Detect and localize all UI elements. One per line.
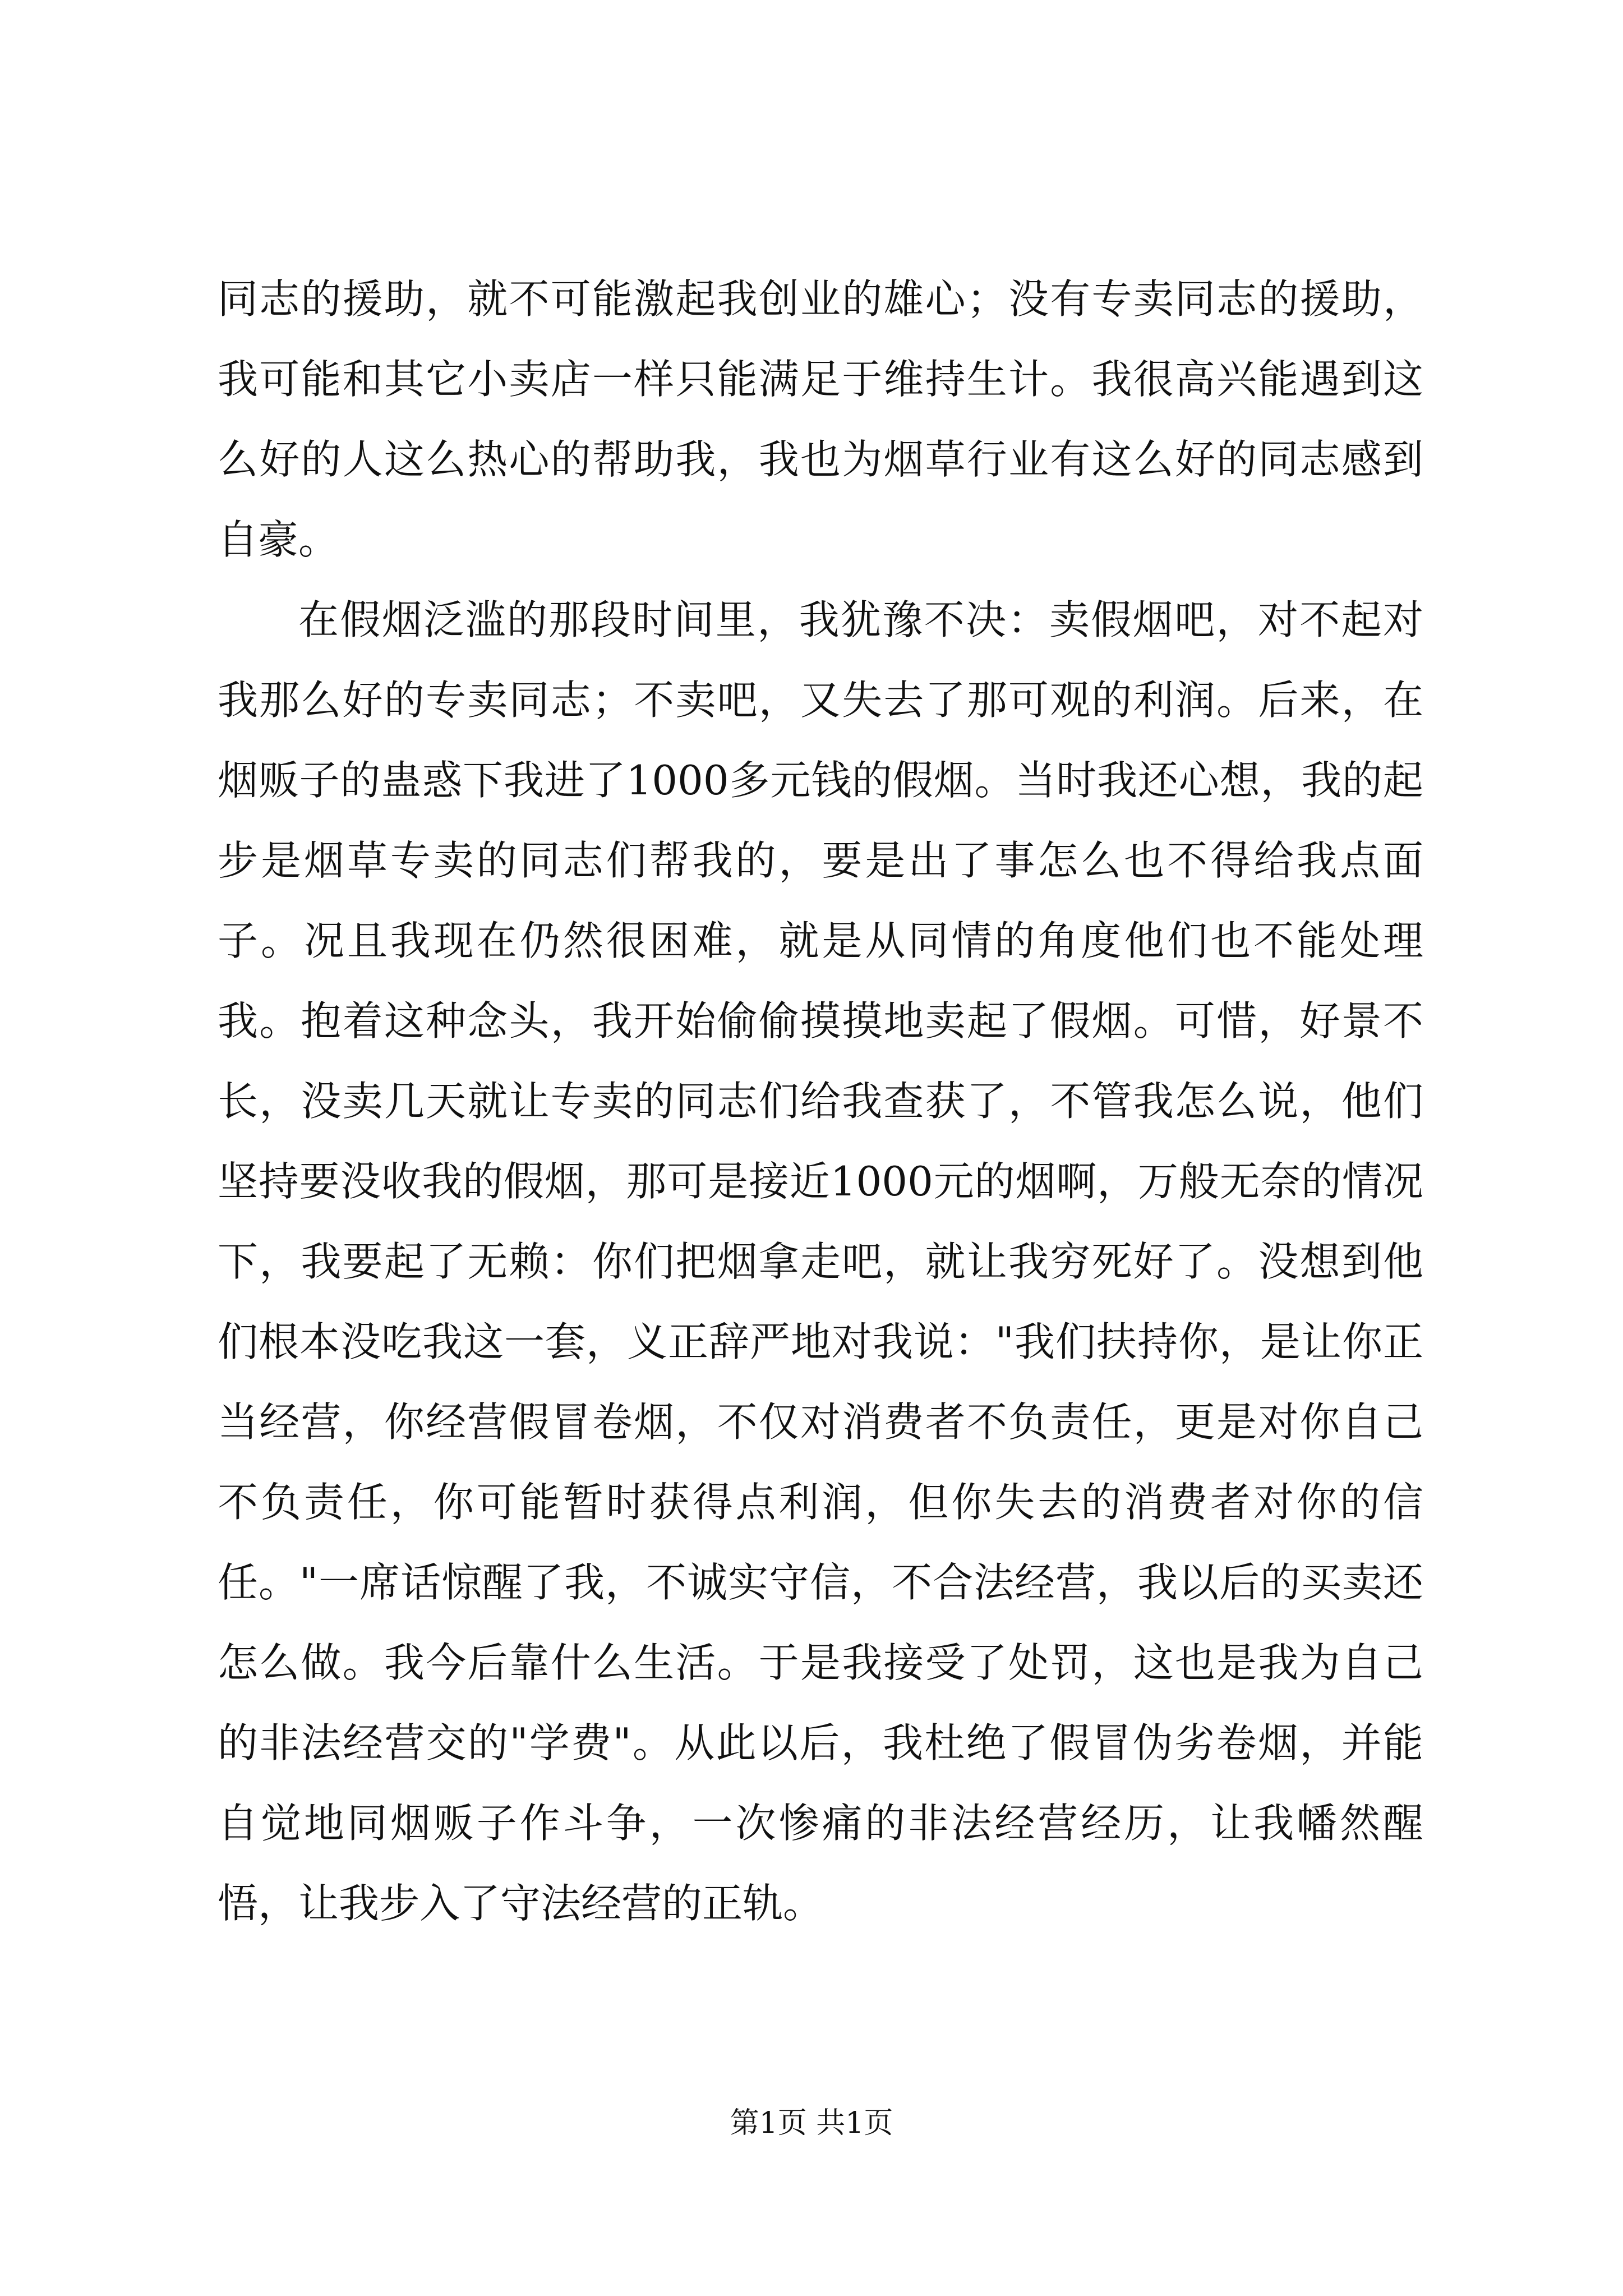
page-footer: 第1页 共1页	[730, 2106, 893, 2140]
paragraph-2: 在假烟泛滥的那段时间里，我犹豫不决：卖假烟吧，对不起对我那么好的专卖同志；不卖吧，又失去了那可观的利润。后来，在烟贩子的蛊惑下我进了1000多元钱的假烟。当时我还心想，我的起步是烟草专卖的同志们帮我的，要是出了事怎么也不得给我点面子。况且我现在仍然很困难，就是从同情的角度他们也不能处理我。抱着这种念头，我开始偷偷摸摸地卖起了假烟。可惜，好景不长，没卖几天就让专卖的同志们给我查获了，不管我怎么说，他们坚持要没收我的假烟，那可是接近1000元的烟啊，万般无奈的情况下，我要起了无赖：你们把烟拿走吧，就让我穷死好了。没想到他们根本没吃我这一套，义正辞严地对我说："我们扶持你，是让你正当经营，你经营假冒卷烟，不仅对消费者不负责任，更是对你自己不负责任，你可能暂时获得点利润，但你失去的消费者对你的信任。"一席话惊醒了我，不诚实守信，不合法经营，我以后的买卖还怎么做。我今后靠什么生活。于是我接受了处罚，这也是我为自己的非法经营交的"学费"。从此以后，我杜绝了假冒伪劣卷烟，并能自觉地同烟贩子作斗争，一次惨痛的非法经营经历，让我幡然醒悟，让我步入了守法经营的正轨。	[218, 596, 1423, 1927]
paragraph-1: 同志的援助，就不可能激起我创业的雄心；没有专卖同志的援助，我可能和其它小卖店一样只能满足于维持生计。我很高兴能遇到这么好的人这么热心的帮助我，我也为烟草行业有这么好的同志感到自豪。	[218, 275, 1423, 563]
document-body	[218, 259, 1423, 1944]
